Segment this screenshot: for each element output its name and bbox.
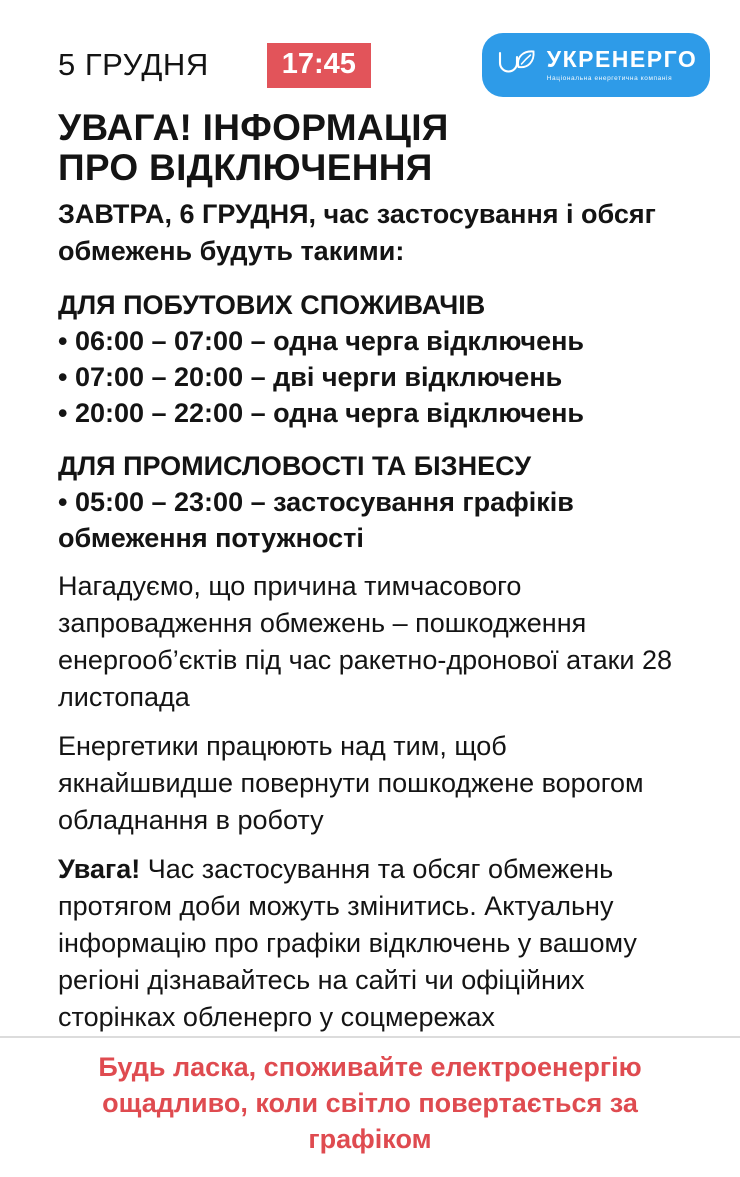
logo-text-block bbox=[547, 48, 697, 82]
repairs-paragraph: Енергетики працюють над тим, щоб якнайшвидше повернути пошкоджене ворогом обладнання в роботу bbox=[58, 731, 644, 835]
footer-banner bbox=[0, 1036, 740, 1177]
date-label: 5 ГРУДНЯ bbox=[58, 47, 209, 82]
ukrenergo-logo bbox=[482, 33, 710, 97]
header-row bbox=[58, 32, 710, 98]
notice-paragraph bbox=[58, 851, 683, 1036]
notice-lead: Увага! bbox=[58, 854, 141, 884]
time-badge: 17:45 bbox=[267, 43, 371, 88]
schedule-item: • 05:00 – 23:00 – застосування графіків обмеження потужності bbox=[58, 487, 574, 553]
schedule-item: • 20:00 – 22:00 – одна черга відключень bbox=[58, 398, 585, 428]
ukrenergo-leaf-u-icon bbox=[495, 47, 539, 86]
logo-tagline: Національна енергетична компанія bbox=[546, 75, 673, 82]
schedule-item: • 07:00 – 20:00 – дві черги відключень bbox=[58, 362, 563, 392]
section-households-heading: ДЛЯ ПОБУТОВИХ СПОЖИВАЧІВ bbox=[58, 290, 486, 320]
logo-name: УКРЕНЕРГО bbox=[546, 46, 698, 72]
schedule-item: • 06:00 – 07:00 – одна черга відключень bbox=[58, 326, 585, 356]
reason-paragraph: Нагадуємо, що причина тимчасового запровадження обмежень – пошкодження енергооб’єктів під час ракетно-дронової атаки 28 листопада bbox=[58, 571, 673, 712]
page-title-line2: ПРО ВІДКЛЮЧЕННЯ bbox=[58, 147, 433, 188]
page-title bbox=[58, 108, 710, 188]
section-industry bbox=[58, 448, 710, 556]
page-title-line1: УВАГА! ІНФОРМАЦІЯ bbox=[58, 107, 449, 148]
notice-body: Час застосування та обсяг обмежень протягом доби можуть змінитись. Актуальну інформацію про графіки відключень у вашому регіоні дізнавайтесь на сайті чи офіційних сторінках обленерго у соцмережах bbox=[58, 854, 637, 1032]
section-households bbox=[58, 287, 710, 431]
section-industry-heading: ДЛЯ ПРОМИСЛОВОСТІ ТА БІЗНЕСУ bbox=[58, 451, 532, 481]
intro-text: ЗАВТРА, 6 ГРУДНЯ, час застосування і обсяг обмежень будуть такими: bbox=[58, 199, 656, 266]
footer-appeal-text: Будь ласка, споживайте електроенергію ощадливо, коли світло повертається за графіком bbox=[98, 1052, 642, 1154]
